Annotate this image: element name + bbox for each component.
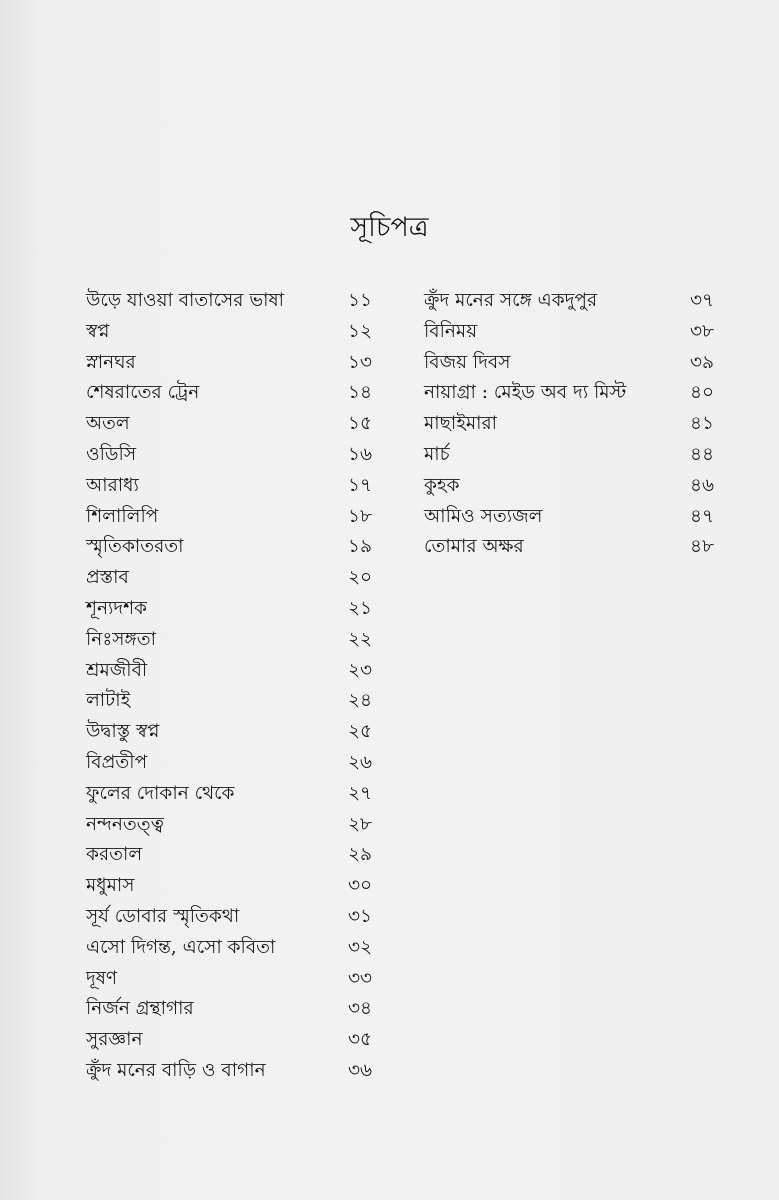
toc-entry bbox=[86, 286, 378, 317]
toc-entry bbox=[424, 440, 716, 471]
toc-entry-page-number: ৩৯ bbox=[689, 351, 714, 373]
toc-entry-title: উড়ে যাওয়া বাতাসের ভাষা bbox=[86, 290, 285, 311]
toc-entry-page-number: ৩৩ bbox=[347, 967, 372, 989]
toc-entry-title: নন্দনতত্ত্ব bbox=[86, 813, 164, 835]
toc-entry-title: দূষণ bbox=[86, 967, 118, 989]
toc-entry-title: বিপ্রতীপ bbox=[86, 751, 148, 773]
toc-entry-title: স্বপ্ন bbox=[86, 320, 110, 342]
toc-entry-page-number: ৩৫ bbox=[347, 1029, 372, 1051]
toc-entry bbox=[86, 317, 378, 348]
toc-entry-title: আমিও সত্যজল bbox=[424, 505, 543, 527]
toc-entry-title: শূন্যদশক bbox=[86, 597, 147, 619]
toc-entry-page-number: ২৮ bbox=[347, 813, 372, 835]
page-title: সূচিপত্র bbox=[350, 212, 429, 243]
toc-entry-title: নায়াগ্রা : মেইড অব দ্য মিস্ট bbox=[424, 382, 627, 404]
toc-entry-page-number: ১৮ bbox=[347, 505, 372, 527]
toc-entry bbox=[86, 348, 378, 379]
toc-entry-page-number: ১৩ bbox=[347, 351, 372, 373]
toc-entry bbox=[86, 1056, 378, 1087]
toc-entry-title: লাটাই bbox=[86, 690, 131, 712]
toc-entry-title: অতল bbox=[86, 413, 130, 435]
toc-entry-page-number: ৪৮ bbox=[689, 536, 714, 558]
toc-entry bbox=[86, 563, 378, 594]
toc-entry-page-number: ৪০ bbox=[689, 382, 714, 404]
toc-entry bbox=[86, 532, 378, 563]
toc-entry-title: সুরজ্ঞান bbox=[86, 1029, 143, 1051]
toc-entry bbox=[86, 933, 378, 964]
toc-entry bbox=[86, 409, 378, 440]
toc-entry bbox=[424, 471, 716, 502]
toc-entry-page-number: ২৯ bbox=[347, 844, 372, 866]
toc-entry-title: আরাধ্য bbox=[86, 474, 139, 496]
toc-entry bbox=[86, 440, 378, 471]
toc-entry-page-number: ৪৬ bbox=[689, 474, 714, 496]
toc-entry-page-number: ২৭ bbox=[347, 782, 372, 804]
toc-entry-title: প্রস্তাব bbox=[86, 567, 129, 589]
toc-entry-page-number: ১৬ bbox=[347, 443, 372, 465]
toc-entry-title: তোমার অক্ষর bbox=[424, 536, 524, 558]
toc-entry bbox=[86, 1025, 378, 1056]
toc-entry bbox=[86, 871, 378, 902]
toc-entry-page-number: ৩৭ bbox=[689, 290, 714, 311]
toc-entry-page-number: ১৫ bbox=[347, 413, 372, 435]
toc-entry-page-number: ১৪ bbox=[347, 382, 372, 404]
toc-entry bbox=[424, 378, 716, 409]
toc-entry bbox=[86, 594, 378, 625]
toc-entry-title: সূর্য ডোবার স্মৃতিকথা bbox=[86, 905, 240, 927]
toc-entry-title: মাছাইমারা bbox=[424, 413, 498, 435]
toc-entry bbox=[424, 502, 716, 533]
toc-entry-title: বিনিময় bbox=[424, 320, 478, 342]
toc-entry-page-number: ২৬ bbox=[347, 751, 372, 773]
toc-entry-title: এসো দিগন্ত, এসো কবিতা bbox=[86, 936, 276, 958]
toc-entry-page-number: ২৫ bbox=[347, 721, 372, 743]
toc-entry-title: ওডিসি bbox=[86, 443, 137, 465]
toc-entry bbox=[86, 625, 378, 656]
toc-entry bbox=[86, 964, 378, 995]
toc-entry-title: শ্রমজীবী bbox=[86, 659, 148, 681]
toc-entry-page-number: ৩৪ bbox=[347, 998, 372, 1020]
toc-entry-title: মার্চ bbox=[424, 443, 450, 465]
toc-entry-page-number: ১১ bbox=[347, 290, 372, 311]
toc-entry-title: উদ্বাস্তু স্বপ্ন bbox=[86, 721, 160, 743]
toc-entry-title: স্মৃতিকাতরতা bbox=[86, 536, 184, 558]
toc-entry-page-number: ৩১ bbox=[347, 905, 372, 927]
toc-entry bbox=[86, 502, 378, 533]
toc-entry bbox=[86, 686, 378, 717]
toc-entry-title: বিজয় দিবস bbox=[424, 351, 511, 373]
toc-entry-page-number: ১৭ bbox=[347, 474, 372, 496]
toc-entry bbox=[424, 348, 716, 379]
toc-entry bbox=[86, 378, 378, 409]
toc-entry-page-number: ১৯ bbox=[347, 536, 372, 558]
toc-entry-title: ফুলের দোকান থেকে bbox=[86, 782, 235, 804]
toc-entry bbox=[424, 286, 716, 317]
toc-entry bbox=[86, 840, 378, 871]
toc-entry-title: করতাল bbox=[86, 844, 143, 866]
toc-entry-page-number: ২৪ bbox=[347, 690, 372, 712]
toc-entry-title: ক্রুঁদ মনের সঙ্গে একদুপুর bbox=[424, 290, 598, 311]
toc-entry bbox=[86, 902, 378, 933]
toc-entry-page-number: ২২ bbox=[347, 628, 372, 650]
toc-entry bbox=[424, 532, 716, 563]
toc-entry bbox=[86, 810, 378, 841]
toc-entry-page-number: ২০ bbox=[347, 567, 372, 589]
toc-column-right bbox=[424, 286, 716, 563]
toc-entry bbox=[86, 779, 378, 810]
toc-entry-page-number: ৩৮ bbox=[689, 320, 714, 342]
toc-entry-page-number: ৩৬ bbox=[347, 1059, 372, 1081]
toc-entry-page-number: ৩২ bbox=[347, 936, 372, 958]
toc-entry-title: শিলালিপি bbox=[86, 505, 159, 527]
toc-entry-page-number: ১২ bbox=[347, 320, 372, 342]
toc-entry bbox=[86, 748, 378, 779]
toc-entry bbox=[424, 409, 716, 440]
toc-entry-title: ক্রুঁদ মনের বাড়ি ও বাগান bbox=[86, 1059, 266, 1081]
toc-entry-page-number: ২১ bbox=[347, 597, 372, 619]
toc-entry-page-number: ৪৪ bbox=[689, 443, 714, 465]
toc-entry bbox=[86, 994, 378, 1025]
toc-entry-title: স্নানঘর bbox=[86, 351, 136, 373]
toc-entry-title: নিঃসঙ্গতা bbox=[86, 628, 156, 650]
toc-entry-page-number: ৪১ bbox=[689, 413, 714, 435]
toc-entry-title: শেষরাতের ট্রেন bbox=[86, 382, 200, 404]
toc-entry bbox=[424, 317, 716, 348]
toc-entry-page-number: ৪৭ bbox=[689, 505, 714, 527]
toc-entry-title: নির্জন গ্রন্থাগার bbox=[86, 998, 194, 1020]
toc-entry-page-number: ২৩ bbox=[347, 659, 372, 681]
toc-entry bbox=[86, 717, 378, 748]
toc-entry-title: মধুমাস bbox=[86, 875, 135, 897]
toc-entry-page-number: ৩০ bbox=[347, 875, 372, 897]
toc-column-left bbox=[86, 286, 378, 1087]
toc-entry bbox=[86, 471, 378, 502]
toc-entry-title: কুহক bbox=[424, 474, 460, 496]
toc-entry bbox=[86, 656, 378, 687]
